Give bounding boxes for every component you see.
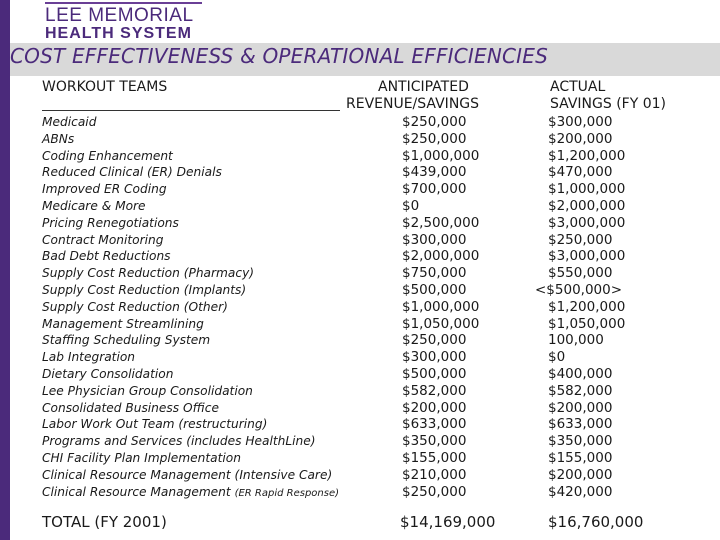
page-title: COST EFFECTIVENESS & OPERATIONAL EFFICIENCIES (10, 44, 549, 68)
anticipated-value: $210,000 (402, 466, 467, 483)
anticipated-value: $500,000 (402, 281, 467, 298)
table-row (42, 265, 682, 282)
logo-rule (45, 2, 202, 4)
team-name (42, 198, 146, 215)
table-row (42, 400, 682, 417)
anticipated-value: $1,000,000 (402, 298, 480, 315)
header-actual-line1: ACTUAL (550, 79, 606, 95)
actual-value: $2,000,000 (548, 197, 626, 214)
team-name-text: Coding Enhancement (42, 148, 173, 163)
anticipated-value: $582,000 (402, 382, 467, 399)
team-name-text: Labor Work Out Team (restructuring) (42, 417, 268, 432)
team-name (42, 467, 332, 484)
team-name-text: CHI Facility Plan Implementation (42, 450, 241, 465)
table-row (42, 164, 682, 181)
anticipated-value: $350,000 (402, 433, 467, 450)
actual-value: $470,000 (548, 164, 613, 181)
team-name (42, 416, 267, 433)
anticipated-value: $500,000 (402, 365, 467, 382)
anticipated-value: $0 (402, 197, 420, 214)
actual-value: $300,000 (548, 114, 613, 130)
anticipated-value: $250,000 (402, 114, 467, 130)
anticipated-value: $700,000 (402, 181, 467, 198)
team-name-text: Dietary Consolidation (42, 366, 174, 381)
actual-value: $200,000 (548, 466, 613, 483)
team-name-text: Management Streamlining (42, 316, 204, 331)
anticipated-value: $155,000 (402, 449, 467, 466)
table-row (42, 433, 682, 450)
actual-value: $582,000 (548, 382, 613, 399)
savings-table (42, 114, 682, 500)
anticipated-value: $1,050,000 (402, 315, 480, 332)
left-accent-bar (0, 0, 10, 540)
table-row (42, 299, 682, 316)
table-row (42, 198, 682, 215)
team-name (42, 114, 96, 131)
team-name-text: Lee Physician Group Consolidation (42, 383, 253, 398)
team-name (42, 215, 179, 232)
team-name (42, 282, 246, 299)
team-name-text: Pricing Renegotiations (42, 215, 179, 230)
actual-value: $550,000 (548, 265, 613, 282)
header-anticipated-line1: ANTICIPATED (378, 79, 469, 95)
total-anticipated: $14,169,000 (400, 513, 496, 531)
table-row (42, 114, 682, 131)
team-name-text: Clinical Resource Management (42, 484, 231, 499)
header-workout-teams: WORKOUT TEAMS (42, 79, 168, 95)
team-name-note: (ER Rapid Response) (234, 487, 340, 499)
actual-value: $250,000 (548, 231, 613, 248)
anticipated-value: $300,000 (402, 349, 467, 366)
actual-value: $633,000 (548, 416, 613, 433)
anticipated-value: $439,000 (402, 164, 467, 181)
table-row (42, 232, 682, 249)
actual-value: $1,000,000 (548, 181, 626, 198)
header-actual-line2: SAVINGS (FY 01) (550, 96, 666, 112)
team-name (42, 366, 173, 383)
table-row (42, 332, 682, 349)
team-name-text: Staffing Scheduling System (42, 333, 211, 348)
table-row (42, 450, 682, 467)
logo-line-1: LEE MEMORIAL (45, 5, 194, 26)
table-row (42, 467, 682, 484)
team-name-text: Medicaid (42, 115, 97, 129)
team-name (42, 148, 173, 165)
actual-value: $3,000,000 (548, 214, 626, 231)
actual-value: <$500,000> (535, 281, 623, 298)
team-name (42, 383, 253, 400)
header-rule (42, 110, 340, 111)
total-label: TOTAL (FY 2001) (42, 513, 167, 531)
anticipated-value: $300,000 (402, 231, 467, 248)
team-name (42, 299, 228, 316)
table-row (42, 181, 682, 198)
team-name (42, 164, 222, 181)
team-name-text: Clinical Resource Management (Intensive Care) (42, 467, 333, 482)
anticipated-value: $200,000 (402, 399, 467, 416)
team-name (42, 332, 210, 349)
anticipated-value: $250,000 (402, 483, 467, 500)
table-row (42, 366, 682, 383)
actual-value: $1,050,000 (548, 315, 626, 332)
team-name-text: Contract Monitoring (42, 232, 164, 247)
actual-value: $400,000 (548, 365, 613, 382)
actual-value: $3,000,000 (548, 248, 626, 265)
team-name-text: Improved ER Coding (42, 182, 167, 197)
anticipated-value: $1,000,000 (402, 147, 480, 164)
table-row (42, 131, 682, 148)
actual-value: $420,000 (548, 483, 613, 500)
anticipated-value: $2,500,000 (402, 214, 480, 231)
actual-value: $350,000 (548, 433, 613, 450)
team-name-text: Supply Cost Reduction (Pharmacy) (42, 266, 255, 281)
team-name-text: Bad Debt Reductions (42, 249, 171, 264)
table-row (42, 349, 682, 366)
anticipated-value: $633,000 (402, 416, 467, 433)
anticipated-value: $750,000 (402, 265, 467, 282)
actual-value: 100,000 (548, 332, 604, 349)
logo-line-2: HEALTH SYSTEM (45, 25, 192, 42)
table-row (42, 248, 682, 265)
actual-value: $200,000 (548, 130, 613, 147)
actual-value: $1,200,000 (548, 298, 626, 315)
team-name (42, 433, 316, 450)
team-name-text: Supply Cost Reduction (Implants) (42, 282, 247, 297)
team-name (42, 484, 339, 503)
actual-value: $200,000 (548, 399, 613, 416)
team-name-text: Reduced Clinical (ER) Denials (42, 165, 222, 180)
anticipated-value: $250,000 (402, 130, 467, 147)
actual-value: $1,200,000 (548, 147, 626, 164)
actual-value: $0 (548, 349, 566, 366)
team-name-text: Consolidated Business Office (42, 400, 219, 415)
lee-memorial-logo (45, 2, 202, 42)
team-name (42, 232, 163, 249)
table-row (42, 282, 682, 299)
team-name (42, 265, 254, 282)
table-row (42, 484, 682, 501)
actual-value: $155,000 (548, 449, 613, 466)
table-row (42, 316, 682, 333)
header-anticipated-line2: REVENUE/SAVINGS (346, 96, 480, 112)
table-row (42, 416, 682, 433)
team-name (42, 400, 219, 417)
anticipated-value: $250,000 (402, 332, 467, 349)
table-row (42, 215, 682, 232)
team-name-text: Programs and Services (includes HealthLine) (42, 434, 316, 449)
team-name-text: Medicare & More (42, 198, 146, 213)
team-name (42, 181, 167, 198)
team-name (42, 450, 241, 467)
table-row (42, 148, 682, 165)
team-name-text: ABNs (42, 131, 75, 146)
team-name (42, 349, 135, 366)
team-name (42, 248, 171, 265)
total-actual: $16,760,000 (548, 513, 644, 531)
anticipated-value: $2,000,000 (402, 248, 480, 265)
team-name-text: Lab Integration (42, 350, 136, 365)
team-name (42, 131, 74, 148)
team-name (42, 316, 204, 333)
team-name-text: Supply Cost Reduction (Other) (42, 299, 228, 314)
table-row (42, 383, 682, 400)
